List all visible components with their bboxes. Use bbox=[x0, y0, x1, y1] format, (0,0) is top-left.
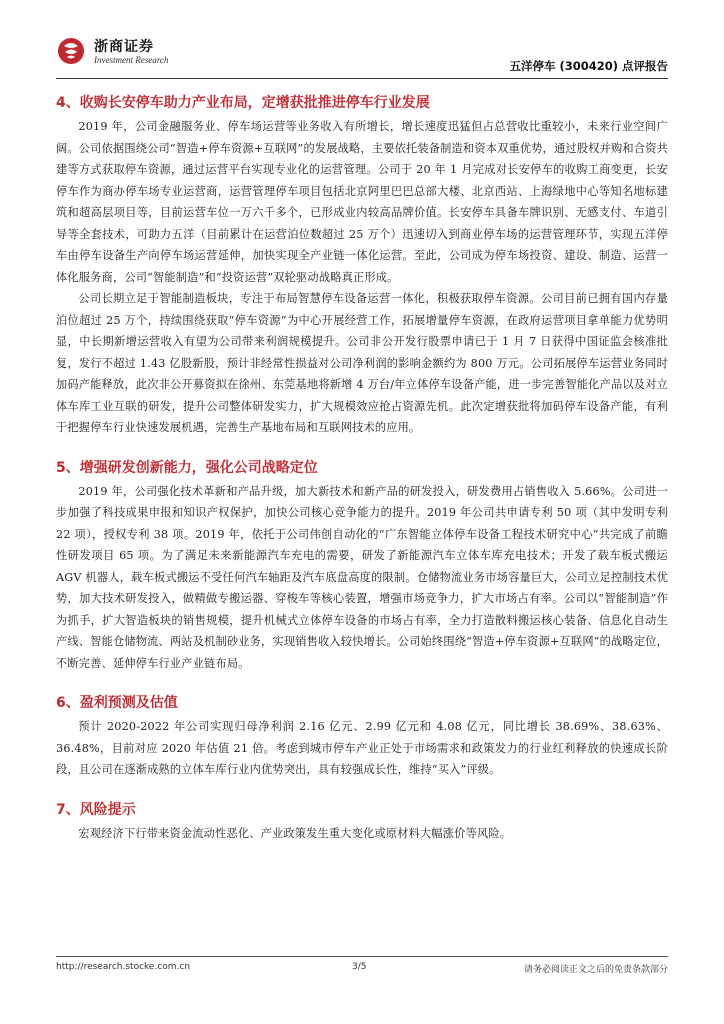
footer-url-link[interactable]: http://research.stocke.com.cn bbox=[56, 962, 191, 972]
paragraph: 2019 年，公司强化技术革新和产品升级，加大新技术和新产品的研发投入，研发费用占销售收入 5.66%。公司进一步加强了科技成果申报和知识产权保护，加快公司核心竞争能力的提升。2019 年公司共申请专利 50 项（其中发明专利 22 项），授权专利 38 项。2019 年，依托于公司伟创自动化的“广东智能立体停车设备工程技术研究中心”共完成了前瞻性研发项目 65 项。为了满足未来新能源汽车充电的需要，研发了新能源汽车立体车库充电技术；开发了载车板式搬运 AGV 机器人，载车板式搬运不受任何汽车轴距及汽车底盘高度的限制。仓储物流业务市场容量巨大，公司立足控制技术优势，加大技术研发投入，做精做专搬运器、穿梭车等核心装置，增强市场竞争力，扩大市场占有率。公司以“智能制造”作为抓手，扩大智造板块的销售规模，提升机械式立体停车设备的市场占有率，全力打造散料搬运核心装备、信息化自动生产线、智能仓储物流、两站及机制砂业务，实现销售收入较快增长。公司始终围绕“智造+停车资源+互联网”的战略定位，不断完善、延伸停车行业产业链布局。 bbox=[56, 484, 668, 670]
section-forecast bbox=[56, 688, 668, 781]
section-risk bbox=[56, 795, 668, 845]
page-number: 3/5 bbox=[352, 962, 367, 972]
paragraph: 2019 年，公司金融服务业、停车场运营等业务收入有所增长，增长速度迅猛但占总营收比重较小，未来行业空间广阔。公司依据围绕公司“智造+停车资源+互联网”的发展战略，主要依托装备制造和资本双重优势，通过股权并购和合资共建等方式获取停车资源，通过运营平台实现专业化的运营管理。公司于 20 年 1 月完成对长安停车的收购工商变更，长安停车作为商办停车场专业运营商，运营管理停车项目包括北京阿里巴巴总部大楼、北京西站、上海绿地中心等知名地标建筑和超高层项目等，目前运营车位一万六千多个，已形成业内较高品牌价值。长安停车具备车牌识别、无感支付、车道引导等全套技术，可助力五洋（目前累计在运营泊位数超过 25 万个）迅速切入到商业停车场的运营管理环节，实现五洋停车由停车设备生产向停车场运营延伸，加快实现全产业链一体化运营。至此，公司成为停车场投资、建设、制造、运营一体化服务商，公司“智能制造”和“投资运营”双轮驱动战略真正形成。 bbox=[56, 120, 668, 284]
header-divider bbox=[56, 78, 668, 79]
section-title: 7、风险提示 bbox=[56, 801, 136, 818]
section-title: 4、收购长安停车助力产业布局，定增获批推进停车行业发展 bbox=[56, 95, 430, 111]
company-name-cn: 浙商证券 bbox=[94, 39, 154, 55]
company-logo-icon bbox=[56, 36, 86, 66]
report-title: 五洋停车 (300420) 点评报告 bbox=[509, 59, 668, 73]
disclaimer-note: 请务必阅读正文之后的免责条款部分 bbox=[523, 965, 668, 975]
section-title: 5、增强研发创新能力，强化公司战略定位 bbox=[56, 459, 318, 476]
section-acquisition bbox=[56, 88, 668, 439]
footer-divider bbox=[56, 956, 668, 957]
paragraph: 宏观经济下行带来资金流动性恶化、产业政策发生重大变化或原材料大幅涨价等风险。 bbox=[78, 826, 512, 840]
company-name-en: Investment Research bbox=[94, 55, 169, 65]
paragraph: 公司长期立足于智能制造板块，专注于布局智慧停车设备运营一体化，积极获取停车资源。公司目前已拥有国内存量泊位超过 25 万个，持续围绕获取“停车资源”为中心开展经营工作，拓展增量停车资源，在政府运营项目拿单能力优势明显，中长期新增运营收入有望为公司带来利润规模提升。公司非公开发行股票申请已于 1 月 7 日获得中国证监会核准批复，发行不超过 1.43 亿股新股，预计非经常性损益对公司净利润的影响金额约为 800 万元。公司拓展停车运营业务同时加码产能释放，此次非公开募资拟在徐州、东莞基地将新增 4 万台/年立体停车设备产能，进一步完善智能化产品以及对立体车库工业互联的研发，提升公司整体研发实力，扩大规模效应抢占资源先机。此次定增获批将加码停车设备产能，有利于把握停车行业快速发展机遇，完善生产基地布局和互联网技术的应用。 bbox=[56, 292, 668, 434]
section-title: 6、盈利预测及估值 bbox=[56, 695, 178, 711]
report-body bbox=[56, 88, 668, 858]
paragraph: 预计 2020-2022 年公司实现归母净利润 2.16 亿元、2.99 亿元和 4.08 亿元，同比增长 38.69%、38.63%、36.48%，目前对应 2020 年估值 21 倍。考虑到城市停车产业正处于市场需求和政策发力的行业红利释放的快速成长阶段，且公司在逐渐成熟的立体车库行业内优势突出，具有较强成长性，维持“买入”评级。 bbox=[56, 720, 668, 776]
page-header bbox=[56, 30, 668, 78]
section-rnd bbox=[56, 453, 668, 675]
